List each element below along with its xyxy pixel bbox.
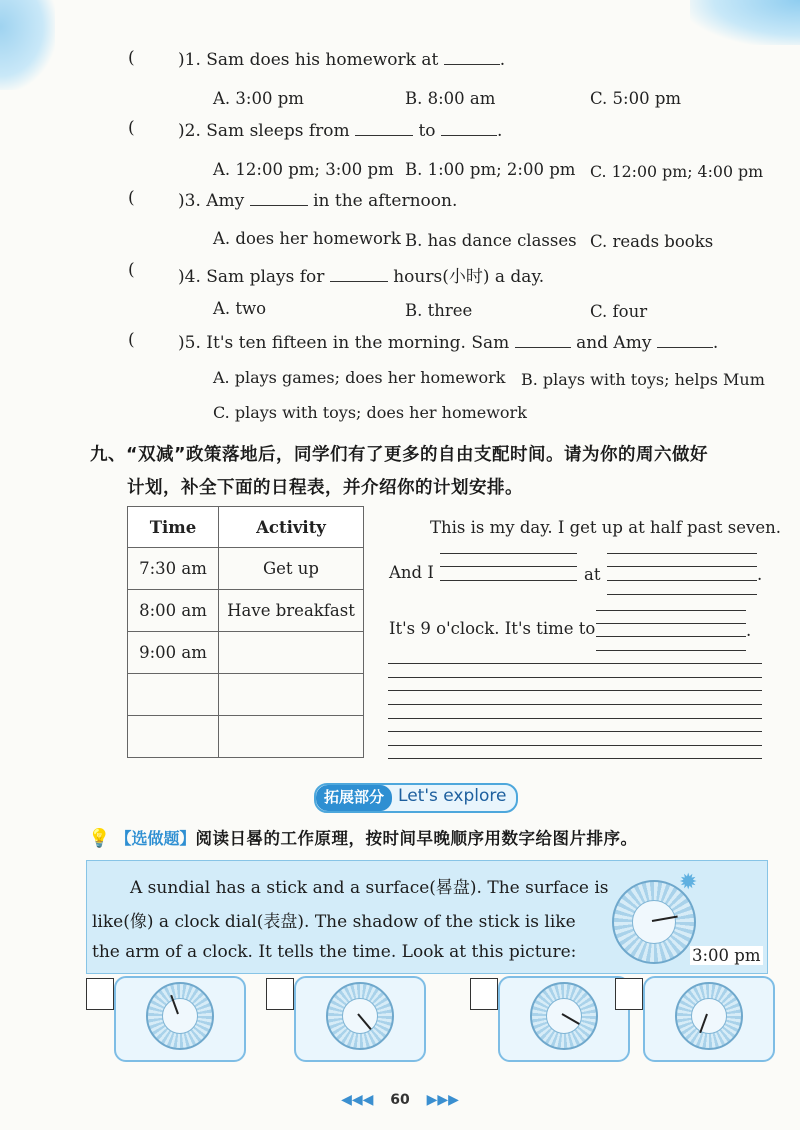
section-9-instruction-line2: 计划，补全下面的日程表，并介绍你的计划安排。 (127, 478, 523, 498)
prev-arrows-icon: ◀◀◀ (341, 1092, 374, 1108)
reading-line-1: A sundial has a stick and a surface(晷盘). The surface is (130, 878, 609, 898)
answer-blank[interactable] (444, 50, 500, 65)
option-c[interactable]: C. plays with toys; does her homework (213, 403, 527, 422)
table-row (128, 590, 364, 632)
order-number-box-3[interactable] (470, 978, 498, 1010)
table-header-row (128, 507, 364, 548)
option-a[interactable]: A. 3:00 pm (213, 89, 304, 108)
writing-line[interactable] (388, 663, 762, 664)
time-cell-empty[interactable] (128, 674, 219, 716)
column-header-time: Time (128, 507, 219, 548)
answer-bracket-2[interactable]: ( (128, 118, 135, 138)
writing-blank[interactable] (596, 623, 746, 624)
table-row (128, 548, 364, 590)
question-number: )3. (178, 191, 201, 211)
table-row (128, 632, 364, 674)
answer-blank[interactable] (355, 121, 413, 136)
activity-cell: Get up (219, 548, 364, 590)
writing-nine-oclock: It's 9 o'clock. It's time to (389, 619, 596, 638)
option-b[interactable]: B. 1:00 pm; 2:00 pm (405, 160, 576, 179)
order-number-box-2[interactable] (266, 978, 294, 1010)
question-end: . (712, 333, 719, 353)
answer-bracket-4[interactable]: ( (128, 260, 135, 280)
answer-blank[interactable] (657, 333, 713, 348)
explore-badge-en: Let's explore (398, 786, 507, 806)
option-a[interactable]: A. plays games; does her homework (213, 368, 506, 387)
explore-badge-zh: 拓展部分 (316, 785, 392, 811)
answer-bracket-1[interactable]: ( (128, 48, 135, 68)
question-stem: Sam plays for (206, 267, 325, 287)
writing-blank[interactable] (596, 650, 746, 651)
question-stem: Sam does his homework at (206, 50, 439, 70)
writing-line[interactable] (388, 745, 762, 746)
option-b[interactable]: B. has dance classes (405, 231, 577, 250)
writing-blank[interactable] (596, 636, 746, 637)
explore-section-badge (314, 783, 518, 813)
writing-line[interactable] (388, 758, 762, 759)
question-stem: It's ten fifteen in the morning. Sam (206, 333, 510, 353)
question-number: )2. (178, 121, 201, 141)
sun-icon: ✹ (679, 870, 698, 895)
question-number: )5. (178, 333, 201, 353)
option-a[interactable]: A. two (213, 299, 267, 318)
question-stem-cont: to (418, 121, 436, 141)
activity-cell-empty[interactable] (219, 716, 364, 758)
answer-blank[interactable] (515, 333, 571, 348)
option-c[interactable]: C. four (590, 302, 648, 321)
column-header-activity: Activity (219, 507, 364, 548)
writing-blank[interactable] (596, 610, 746, 611)
writing-line[interactable] (388, 704, 762, 705)
question-stem: Amy (206, 191, 245, 211)
optional-tag: 【选做题】 (115, 829, 196, 848)
question-stem: Sam sleeps from (206, 121, 350, 141)
option-c[interactable]: C. 12:00 pm; 4:00 pm (590, 162, 764, 181)
example-time-label: 3:00 pm (692, 946, 761, 965)
writing-line[interactable] (388, 718, 762, 719)
activity-cell-empty[interactable] (219, 674, 364, 716)
writing-blank[interactable] (607, 594, 757, 595)
optional-task-text: 阅读日晷的工作原理，按时间早晚顺序用数字给图片排序。 (195, 829, 638, 848)
question-end: . (496, 121, 503, 141)
order-number-box-4[interactable] (615, 978, 643, 1010)
question-stem-cont: hours(小时) a day. (393, 267, 545, 287)
question-number: )4. (178, 267, 201, 287)
time-cell: 9:00 am (128, 632, 219, 674)
writing-blank[interactable] (440, 566, 577, 567)
question-1 (178, 50, 505, 70)
section-9-instruction-line1: 九、“双减”政策落地后，同学们有了更多的自由支配时间。请为你的周六做好 (90, 445, 709, 465)
writing-line[interactable] (388, 677, 762, 678)
answer-bracket-3[interactable]: ( (128, 188, 135, 208)
corner-decoration-left (0, 0, 55, 90)
writing-blank[interactable] (607, 553, 757, 554)
writing-blank[interactable] (607, 566, 757, 567)
reading-line-3: the arm of a clock. It tells the time. Look at this picture: (92, 942, 577, 962)
question-4 (178, 262, 544, 287)
writing-blank[interactable] (440, 580, 577, 581)
question-number: )1. (178, 50, 201, 70)
answer-blank[interactable] (441, 121, 497, 136)
activity-cell: Have breakfast (219, 590, 364, 632)
writing-line[interactable] (388, 690, 762, 691)
activity-cell-empty[interactable] (219, 632, 364, 674)
writing-blank[interactable] (607, 580, 757, 581)
sundial-dial-4 (675, 982, 743, 1050)
option-b[interactable]: B. 8:00 am (405, 89, 496, 108)
question-stem-cont: in the afternoon. (313, 191, 458, 211)
answer-blank[interactable] (250, 191, 308, 206)
sundial-dial-1 (146, 982, 214, 1050)
writing-period: . (746, 621, 752, 640)
answer-blank[interactable] (330, 267, 388, 282)
option-b[interactable]: B. plays with toys; helps Mum (521, 370, 765, 389)
writing-at: at (584, 565, 601, 584)
writing-blank[interactable] (440, 553, 577, 554)
page-number: 60 (390, 1092, 410, 1108)
time-cell-empty[interactable] (128, 716, 219, 758)
next-arrows-icon: ▶▶▶ (426, 1092, 459, 1108)
option-c[interactable]: C. 5:00 pm (590, 89, 682, 108)
reading-line-2: like(像) a clock dial(表盘). The shadow of the stick is like (92, 912, 576, 932)
answer-bracket-5[interactable]: ( (128, 330, 135, 350)
writing-line-1: This is my day. I get up at half past seven. (430, 518, 781, 537)
corner-decoration-right (690, 0, 800, 45)
optional-task-line (88, 825, 638, 849)
lightbulb-icon: 💡 (88, 828, 111, 849)
option-a[interactable]: A. does her homework (213, 229, 401, 248)
table-row (128, 716, 364, 758)
time-cell: 7:30 am (128, 548, 219, 590)
table-row (128, 674, 364, 716)
option-b[interactable]: B. three (405, 301, 473, 320)
order-number-box-1[interactable] (86, 978, 114, 1010)
time-cell: 8:00 am (128, 590, 219, 632)
schedule-table (127, 506, 364, 758)
page-footer (0, 1092, 800, 1108)
question-5 (178, 333, 718, 353)
writing-and-i: And I (389, 563, 434, 582)
option-a[interactable]: A. 12:00 pm; 3:00 pm (213, 160, 394, 179)
writing-period: . (757, 565, 763, 584)
question-2 (178, 121, 502, 141)
question-stem-cont: and Amy (576, 333, 652, 353)
question-end: . (499, 50, 506, 70)
question-3 (178, 191, 457, 211)
writing-line[interactable] (388, 731, 762, 732)
option-c[interactable]: C. reads books (590, 232, 714, 251)
